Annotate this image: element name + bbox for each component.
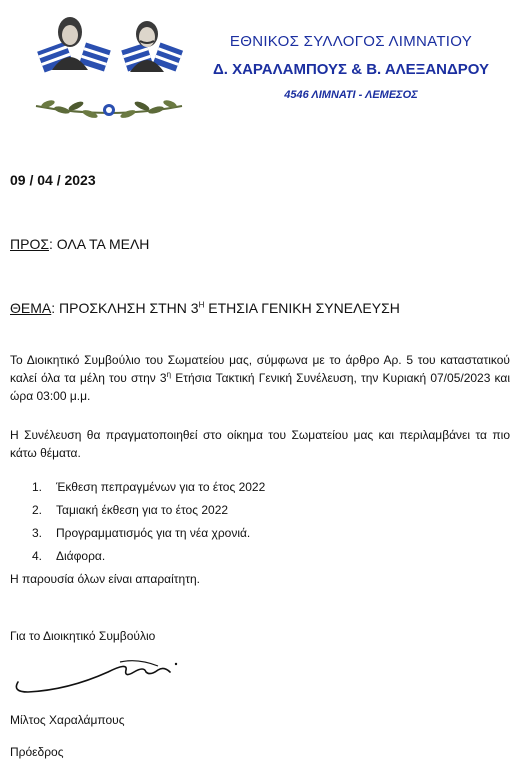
agenda-item-text: Διάφορα. xyxy=(56,549,106,563)
recipient-line xyxy=(10,236,149,252)
invitation-paragraph xyxy=(10,351,510,405)
agenda-item xyxy=(32,522,265,545)
invitation-superscript: η xyxy=(166,370,172,379)
agenda-item-number: 3. xyxy=(32,526,43,540)
agenda-item-number: 1. xyxy=(32,480,43,494)
agenda-item-text: Έκθεση πεπραγμένων για το έτος 2022 xyxy=(56,480,266,494)
org-address: 4546 ΛΙΜΝΑΤΙ - ΛΕΜΕΣΟΣ xyxy=(284,89,418,101)
agenda-item-number: 2. xyxy=(32,503,43,517)
agenda-item xyxy=(32,545,265,568)
signer-name: Μίλτος Χαραλάμπους xyxy=(10,713,125,727)
signoff: Για το Διοικητικό Συμβούλιο xyxy=(10,629,156,643)
subject-superscript: Η xyxy=(198,300,205,310)
association-logo xyxy=(34,10,184,140)
subject-label: ΘΕΜΑ xyxy=(10,300,52,316)
letter-date: 09 / 04 / 2023 xyxy=(10,172,96,188)
agenda-item-text: Ταμιακή έκθεση για το έτος 2022 xyxy=(56,503,229,517)
recipient-value: : ΟΛΑ ΤΑ ΜΕΛΗ xyxy=(49,236,150,252)
signer-role: Πρόεδρος xyxy=(10,745,64,759)
agenda-list xyxy=(32,476,265,568)
agenda-item-text: Προγραμματισμός για τη νέα χρονιά. xyxy=(56,526,251,540)
org-name: ΕΘΝΙΚΟΣ ΣΥΛΛΟΓΟΣ ΛΙΜΝΑΤΙΟΥ xyxy=(229,33,473,50)
invitation-text-pre: Το Διοικητικό Συμβούλιο του Σωματείου μας, σύμφωνα με το άρθρο Αρ. 5 του καταστατικού καλεί όλα τα μέλη του στην 3 xyxy=(10,353,510,385)
agenda-item-number: 4. xyxy=(32,549,43,563)
agenda-item xyxy=(32,476,265,499)
org-block xyxy=(196,32,506,102)
venue-paragraph: Η Συνέλευση θα πραγματοποιηθεί στο οίκημα του Σωματείου μας και περιλαμβάνει τα πιο κάτω θέματα. xyxy=(10,428,510,460)
olive-branch-icon xyxy=(36,99,182,120)
agenda-item xyxy=(32,499,265,522)
handwritten-signature xyxy=(8,652,188,702)
attendance-note: Η παρουσία όλων είναι απαραίτητη. xyxy=(10,572,200,586)
recipient-label: ΠΡΟΣ xyxy=(10,236,49,252)
subject-text-pre: : ΠΡΟΣΚΛΗΣΗ ΣΤΗΝ 3 xyxy=(51,300,199,316)
subject-line xyxy=(10,300,400,316)
org-founders: Δ. ΧΑΡΑΛΑΜΠΟΥΣ & Β. ΑΛΕΞΑΝΔΡΟΥ xyxy=(212,61,490,78)
letterhead xyxy=(0,0,520,140)
invitation-text-post: Ετήσια Τακτική Γενική Συνέλευση, την Κυριακή 07/05/2023 και ώρα 03:00 μ.μ. xyxy=(10,371,510,403)
subject-text-post: ΕΤΗΣΙΑ ΓΕΝΙΚΗ ΣΥΝΕΛΕΥΣΗ xyxy=(204,300,400,316)
